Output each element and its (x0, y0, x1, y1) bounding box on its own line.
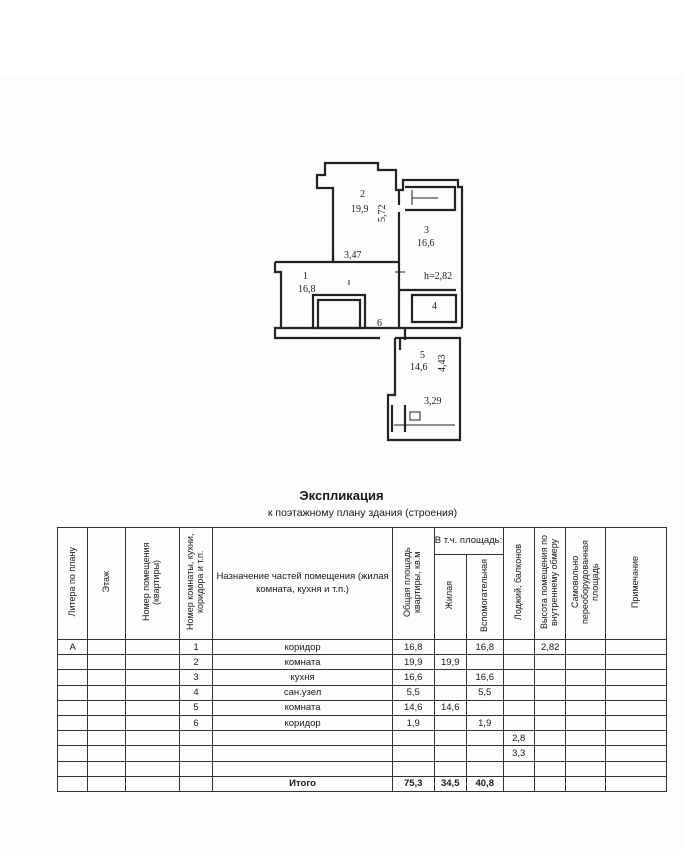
table-row (58, 670, 667, 685)
total-auxiliary: 40,8 (466, 776, 503, 791)
table-cell (534, 670, 565, 685)
header-living: Жилая (434, 555, 466, 640)
table-cell (534, 731, 565, 746)
table-cell (503, 640, 534, 655)
table-cell (566, 685, 606, 700)
total-living: 34,5 (434, 776, 466, 791)
table-cell: 5,5 (466, 685, 503, 700)
table-cell (566, 655, 606, 670)
total-row (58, 776, 667, 791)
table-cell (125, 746, 179, 761)
table-cell: 2,8 (503, 731, 534, 746)
table-cell (58, 700, 88, 715)
table-cell (566, 776, 606, 791)
table-cell (606, 761, 667, 776)
table-row (58, 700, 667, 715)
table-cell (606, 776, 667, 791)
height-label: h=2,82 (424, 271, 453, 282)
room-5-area: 14,6 (410, 362, 428, 373)
room-6-number: 6 (377, 318, 382, 329)
table-cell: 6 (179, 715, 212, 730)
table-row (58, 746, 667, 761)
dim-572: 5,72 (377, 204, 388, 222)
table-cell (179, 746, 212, 761)
table-cell (434, 640, 466, 655)
table-row (58, 685, 667, 700)
table-cell: 1 (179, 640, 212, 655)
dim-443: 4,43 (437, 354, 448, 372)
table-cell (434, 746, 466, 761)
table-cell (179, 731, 212, 746)
table-row (58, 731, 667, 746)
table-cell (392, 746, 434, 761)
table-cell (125, 700, 179, 715)
room-4-number: 4 (432, 301, 437, 312)
table-cell: 5,5 (392, 685, 434, 700)
room-2-number: 2 (360, 189, 365, 200)
table-cell: сан.узел (213, 685, 393, 700)
table-cell (88, 731, 126, 746)
table-cell: 1,9 (466, 715, 503, 730)
table-cell (466, 700, 503, 715)
table-cell (503, 700, 534, 715)
table-cell: 4 (179, 685, 212, 700)
table-cell (125, 670, 179, 685)
dim-329: 3,29 (424, 396, 442, 407)
table-cell (213, 746, 393, 761)
table-cell: 5 (179, 700, 212, 715)
table-cell (392, 761, 434, 776)
table-cell (566, 715, 606, 730)
table-cell (503, 776, 534, 791)
table-cell: 2,82 (534, 640, 565, 655)
table-cell (606, 746, 667, 761)
dim-347: 3,47 (344, 250, 362, 261)
table-row (58, 640, 667, 655)
header-height: Высота помещения по внутреннему обмеру (534, 528, 565, 640)
table-cell (503, 655, 534, 670)
table-cell (88, 685, 126, 700)
table-cell (213, 761, 393, 776)
table-cell (466, 731, 503, 746)
table-cell (534, 746, 565, 761)
table-cell: 16,6 (392, 670, 434, 685)
table-cell (125, 731, 179, 746)
table-cell (534, 715, 565, 730)
room-3-number: 3 (424, 225, 429, 236)
table-cell: 16,6 (466, 670, 503, 685)
table-cell (58, 731, 88, 746)
header-total-area: Общая площадь квартиры, кв.м (392, 528, 434, 640)
table-cell: 1,9 (392, 715, 434, 730)
table-cell (606, 640, 667, 655)
table-cell (213, 731, 393, 746)
table-cell (58, 685, 88, 700)
table-cell (392, 731, 434, 746)
table-cell (58, 776, 88, 791)
table-cell: А (58, 640, 88, 655)
table-cell (125, 640, 179, 655)
table-cell (606, 685, 667, 700)
table-cell (88, 776, 126, 791)
table-row (58, 761, 667, 776)
explication-table (57, 527, 667, 792)
table-cell (434, 715, 466, 730)
table-cell (503, 670, 534, 685)
table-cell (434, 685, 466, 700)
table-cell (88, 746, 126, 761)
header-room-number: Номер комнаты, кухни, коридора и т.п. (179, 528, 212, 640)
table-cell: коридор (213, 640, 393, 655)
header-floor: Этаж (88, 528, 126, 640)
total-label: Итого (213, 776, 393, 791)
table-cell (466, 655, 503, 670)
table-cell (58, 746, 88, 761)
table-cell: 19,9 (434, 655, 466, 670)
table-cell: 19,9 (392, 655, 434, 670)
table-cell (466, 746, 503, 761)
table-cell (58, 670, 88, 685)
table-cell (125, 776, 179, 791)
table-cell (606, 655, 667, 670)
table-cell (566, 746, 606, 761)
table-cell: 3,3 (503, 746, 534, 761)
table-cell (534, 685, 565, 700)
table-cell (566, 761, 606, 776)
table-cell (88, 761, 126, 776)
table-cell (566, 670, 606, 685)
table-cell (566, 640, 606, 655)
table-cell (88, 670, 126, 685)
table-cell (434, 670, 466, 685)
table-cell: 14,6 (392, 700, 434, 715)
table-cell (88, 640, 126, 655)
table-cell (179, 776, 212, 791)
table-cell (566, 731, 606, 746)
table-cell (534, 700, 565, 715)
room-1-number: 1 (303, 271, 308, 282)
table-cell (58, 655, 88, 670)
explication-title: Экспликация (299, 488, 384, 503)
header-auxiliary: Вспомогательная (466, 555, 503, 640)
table-cell: 16,8 (466, 640, 503, 655)
header-incl-area: В т.ч. площадь: (434, 528, 503, 555)
table-cell: кухня (213, 670, 393, 685)
table-cell (503, 715, 534, 730)
total-area: 75,3 (392, 776, 434, 791)
table-row (58, 655, 667, 670)
table-cell: комната (213, 655, 393, 670)
table-cell (125, 685, 179, 700)
table-cell (503, 761, 534, 776)
table-cell (606, 700, 667, 715)
table-cell: коридор (213, 715, 393, 730)
table-cell (58, 715, 88, 730)
explication-subtitle: к поэтажному плану здания (строения) (267, 507, 458, 519)
header-apartment: Номер помещения (квартиры) (125, 528, 179, 640)
room-5-number: 5 (420, 350, 425, 361)
table-cell: 14,6 (434, 700, 466, 715)
table-cell (88, 715, 126, 730)
header-purpose: Назначение частей помещения (жилая комната, кухня и т.п.) (213, 528, 393, 640)
table-cell (179, 761, 212, 776)
table-cell (125, 761, 179, 776)
room-3-area: 16,6 (417, 238, 435, 249)
table-cell (125, 715, 179, 730)
table-row (58, 715, 667, 730)
table-cell (534, 761, 565, 776)
table-cell: 3 (179, 670, 212, 685)
table-cell (88, 700, 126, 715)
table-cell (606, 715, 667, 730)
table-cell: 2 (179, 655, 212, 670)
header-unauthorized: Самовольно переоборудованная площадь (566, 528, 606, 640)
table-cell (466, 761, 503, 776)
table-cell: 16,8 (392, 640, 434, 655)
table-cell (125, 655, 179, 670)
table-cell (566, 700, 606, 715)
room-1-area: 16,8 (298, 284, 316, 295)
header-litera: Литера по плану (58, 528, 88, 640)
table-cell (88, 655, 126, 670)
header-loggia: Лоджий, балконов (503, 528, 534, 640)
table-cell (434, 731, 466, 746)
table-cell (534, 776, 565, 791)
table-cell (434, 761, 466, 776)
room-2-area: 19,9 (351, 204, 369, 215)
table-cell (606, 670, 667, 685)
table-cell: комната (213, 700, 393, 715)
table-cell (503, 685, 534, 700)
table-cell (534, 655, 565, 670)
header-note: Примечание (606, 528, 667, 640)
table-cell (606, 731, 667, 746)
table-cell (58, 761, 88, 776)
